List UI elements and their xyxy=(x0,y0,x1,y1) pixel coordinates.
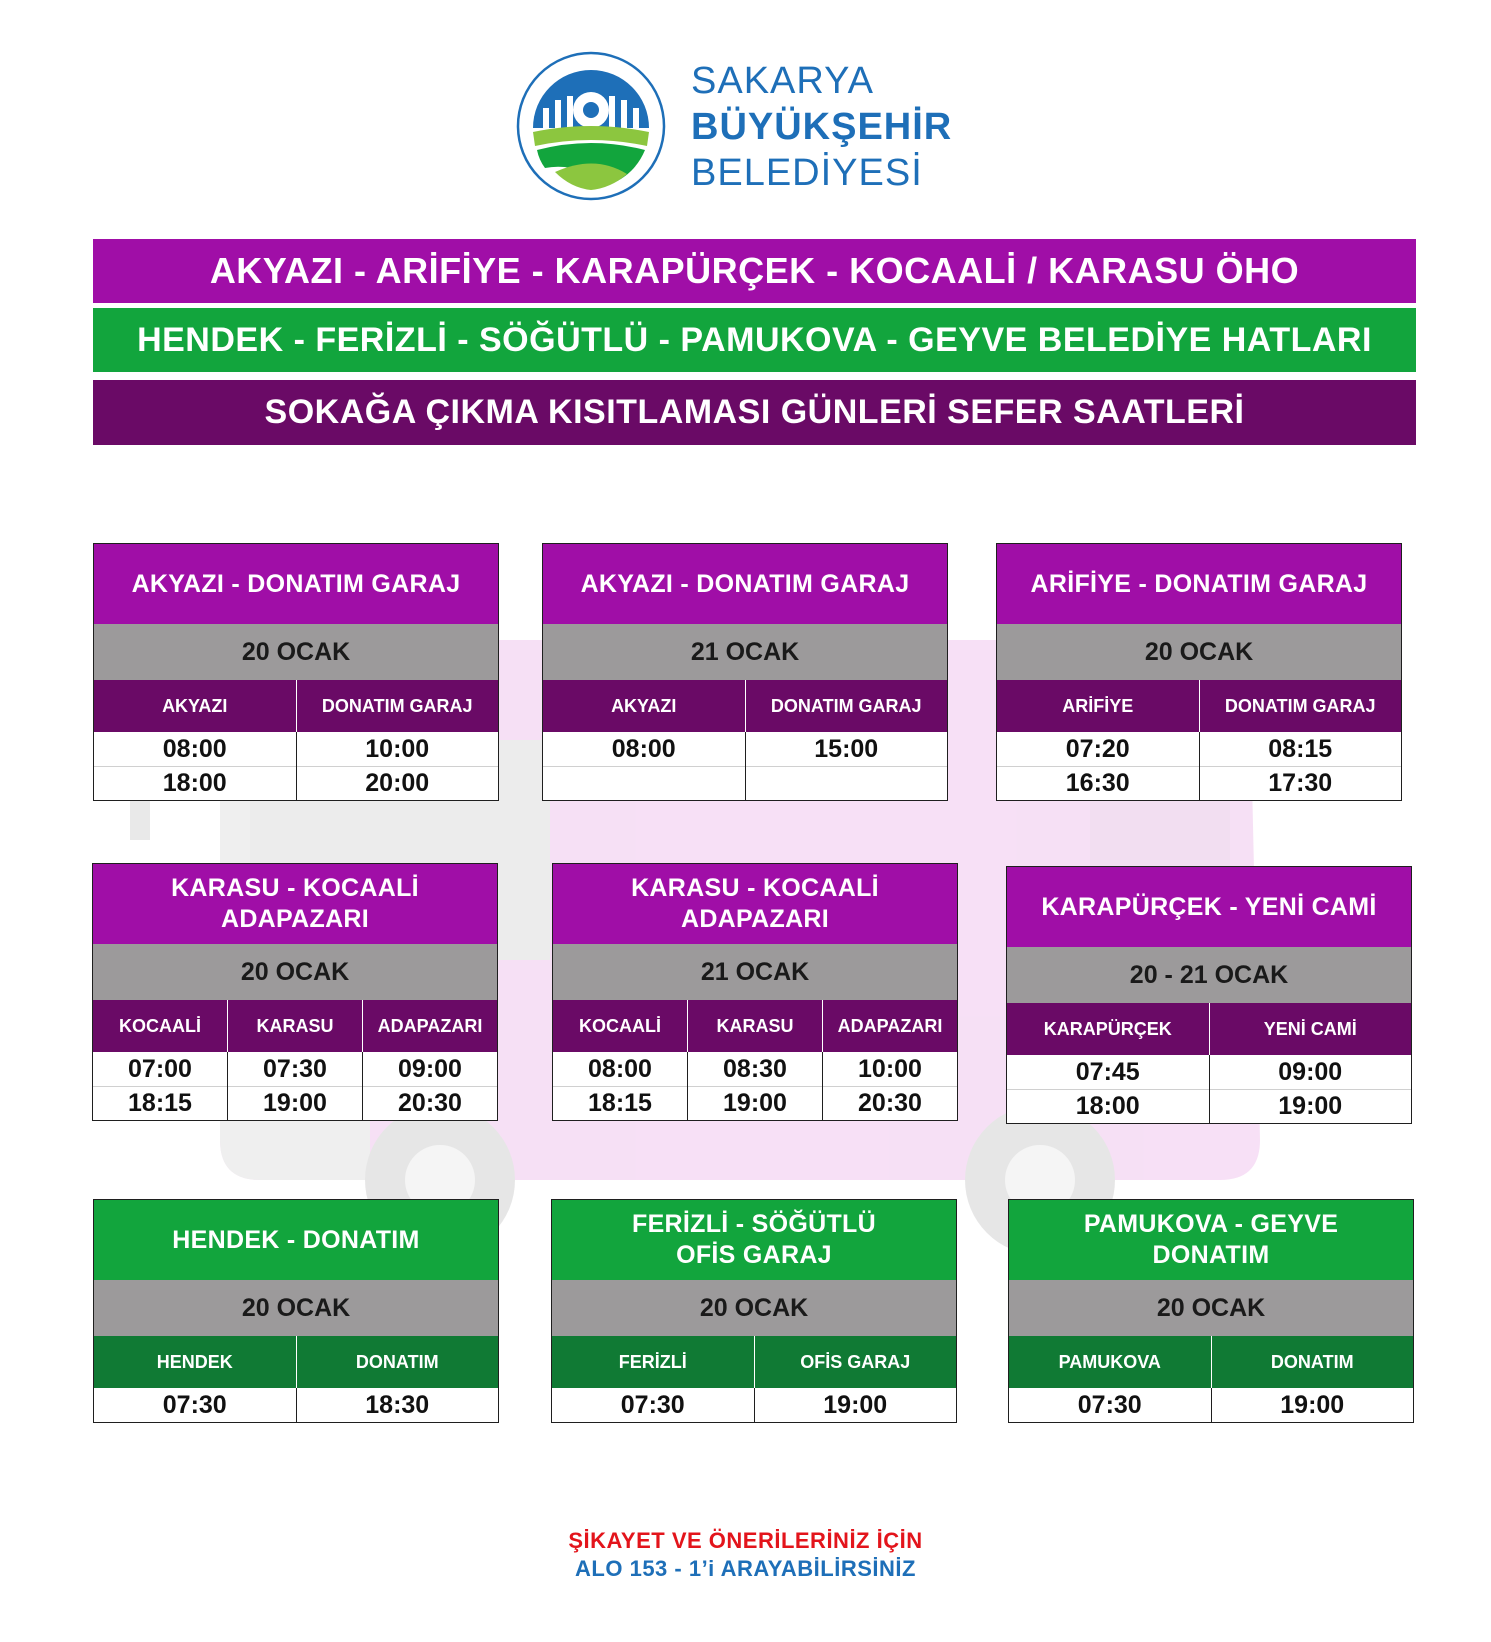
time-cell: 18:00 xyxy=(1007,1089,1209,1123)
time-cell: 07:30 xyxy=(620,1390,685,1419)
time-cell: 20:30 xyxy=(363,1086,497,1120)
banner-routes-1: AKYAZI - ARİFİYE - KARAPÜRÇEK - KOCAALİ / KARASU ÖHO xyxy=(93,239,1416,303)
time-cell xyxy=(746,766,948,800)
card-date: 20 OCAK xyxy=(93,944,497,1000)
card-title xyxy=(552,1200,956,1280)
column-header: KARASU xyxy=(687,1000,822,1052)
time-cell: 08:00 xyxy=(162,734,227,763)
card-title-line: PAMUKOVA - GEYVE xyxy=(1083,1210,1339,1238)
time-cell: 19:00 xyxy=(1210,1089,1412,1123)
column-header: DONATIM xyxy=(296,1336,499,1388)
time-cell: 19:00 xyxy=(688,1086,822,1120)
time-cell xyxy=(543,766,745,800)
card-date: 20 OCAK xyxy=(1009,1280,1413,1336)
card-title xyxy=(93,864,497,944)
column-header: OFİS GARAJ xyxy=(754,1336,957,1388)
column-header: KARAPÜRÇEK xyxy=(1043,1018,1172,1039)
card-title: AKYAZI - DONATIM GARAJ xyxy=(543,544,947,624)
time-cell: 07:00 xyxy=(128,1054,192,1083)
card-date: 20 OCAK xyxy=(94,624,498,680)
time-cell: 18:15 xyxy=(93,1086,227,1120)
time-cell: 17:30 xyxy=(1200,766,1402,800)
logo-line-belediyesi: BELEDİYESİ xyxy=(691,152,923,194)
card-title-line: KARASU - KOCAALİ xyxy=(171,874,419,902)
card-title-line: DONATIM xyxy=(1152,1241,1270,1269)
time-cell: 07:45 xyxy=(1075,1057,1140,1086)
time-cell: 10:00 xyxy=(858,1054,922,1083)
schedule-card-karasu-21 xyxy=(552,863,958,1121)
column-header: PAMUKOVA xyxy=(1058,1351,1161,1372)
time-cell: 16:30 xyxy=(997,766,1199,800)
column-header: FERİZLİ xyxy=(618,1351,687,1372)
column-header: KOCAALİ xyxy=(579,1015,661,1036)
time-cell: 19:00 xyxy=(228,1086,362,1120)
column-header: KOCAALİ xyxy=(119,1015,201,1036)
column-header: HENDEK xyxy=(156,1351,233,1372)
column-header: ADAPAZARI xyxy=(362,1000,497,1052)
sakarya-logo xyxy=(515,50,965,205)
column-header: DONATIM GARAJ xyxy=(296,680,499,732)
footer-hotline-line: ALO 153 - 1’i ARAYABİLİRSİNİZ xyxy=(575,1556,916,1581)
card-title-line: OFİS GARAJ xyxy=(676,1241,832,1269)
time-cell: 18:15 xyxy=(553,1086,687,1120)
card-date: 21 OCAK xyxy=(543,624,947,680)
time-cell: 19:00 xyxy=(823,1390,888,1419)
logo-line-buyuksehir: BÜYÜKŞEHİR xyxy=(691,106,953,148)
schedule-card-hendek xyxy=(93,1199,499,1423)
time-cell: 07:20 xyxy=(1065,734,1130,763)
schedule-card-ferizli xyxy=(551,1199,957,1423)
column-header: DONATIM xyxy=(1211,1336,1414,1388)
card-date: 20 OCAK xyxy=(94,1280,498,1336)
time-cell: 18:00 xyxy=(94,766,296,800)
time-cell: 19:00 xyxy=(1280,1390,1345,1419)
column-header: AKYAZI xyxy=(611,695,677,716)
card-title xyxy=(553,864,957,944)
card-title-line: FERİZLİ - SÖĞÜTLÜ xyxy=(632,1210,876,1238)
schedule-card-karapurcek xyxy=(1006,866,1412,1124)
column-header: AKYAZI xyxy=(162,695,228,716)
banner-schedule-title: SOKAĞA ÇIKMA KISITLAMASI GÜNLERİ SEFER SAATLERİ xyxy=(93,380,1416,445)
municipality-emblem-icon xyxy=(515,50,667,202)
card-date: 20 OCAK xyxy=(552,1280,956,1336)
time-cell: 07:30 xyxy=(263,1054,327,1083)
column-header: KARASU xyxy=(227,1000,362,1052)
card-date: 20 OCAK xyxy=(997,624,1401,680)
card-date: 21 OCAK xyxy=(553,944,957,1000)
column-header: DONATIM GARAJ xyxy=(745,680,948,732)
time-cell: 08:00 xyxy=(611,734,676,763)
card-date: 20 - 21 OCAK xyxy=(1007,947,1411,1003)
time-cell: 09:00 xyxy=(1278,1057,1343,1086)
card-title: AKYAZI - DONATIM GARAJ xyxy=(94,544,498,624)
time-cell: 15:00 xyxy=(814,734,879,763)
time-cell: 18:30 xyxy=(365,1390,430,1419)
time-cell: 08:15 xyxy=(1268,734,1333,763)
card-title xyxy=(1009,1200,1413,1280)
time-cell: 10:00 xyxy=(365,734,430,763)
column-header: ADAPAZARI xyxy=(822,1000,957,1052)
card-title-line: ADAPAZARI xyxy=(220,905,370,933)
time-cell: 20:00 xyxy=(297,766,499,800)
schedule-card-akyazi-21 xyxy=(542,543,948,801)
schedule-card-akyazi-20 xyxy=(93,543,499,801)
schedule-card-pamukova xyxy=(1008,1199,1414,1423)
column-header: DONATIM GARAJ xyxy=(1199,680,1402,732)
card-title: KARAPÜRÇEK - YENİ CAMİ xyxy=(1007,867,1411,947)
schedule-card-arifiye-20 xyxy=(996,543,1402,801)
schedule-card-karasu-20 xyxy=(92,863,498,1121)
time-cell: 20:30 xyxy=(823,1086,957,1120)
time-cell: 08:30 xyxy=(723,1054,787,1083)
card-title: HENDEK - DONATIM xyxy=(94,1200,498,1280)
card-title: ARİFİYE - DONATIM GARAJ xyxy=(997,544,1401,624)
time-cell: 07:30 xyxy=(162,1390,227,1419)
time-cell: 08:00 xyxy=(588,1054,652,1083)
column-header: ARİFİYE xyxy=(1062,695,1134,716)
logo-line-sakarya: SAKARYA xyxy=(691,60,875,102)
time-cell: 09:00 xyxy=(398,1054,462,1083)
banner-routes-2: HENDEK - FERİZLİ - SÖĞÜTLÜ - PAMUKOVA - GEYVE BELEDİYE HATLARI xyxy=(93,308,1416,372)
time-cell: 07:30 xyxy=(1077,1390,1142,1419)
column-header: YENİ CAMİ xyxy=(1209,1003,1412,1055)
footer-complaints-line: ŞİKAYET VE ÖNERİLERİNİZ İÇİN xyxy=(568,1528,923,1553)
card-title-line: KARASU - KOCAALİ xyxy=(631,874,879,902)
card-title-line: ADAPAZARI xyxy=(680,905,830,933)
